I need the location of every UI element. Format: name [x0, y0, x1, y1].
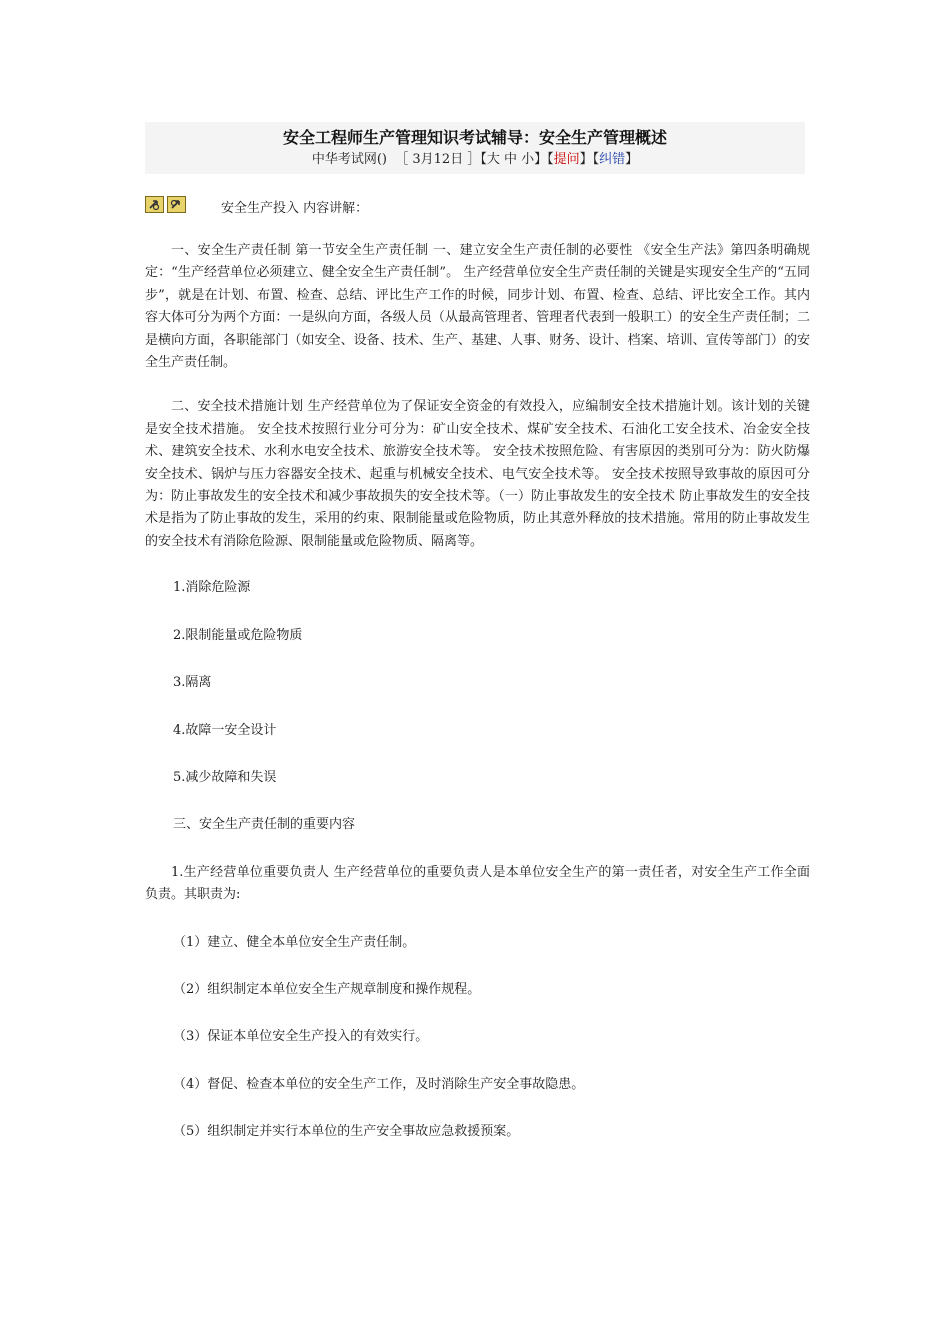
intro-text: 安全生产投入 内容讲解： [221, 201, 369, 216]
duty-item: （2）组织制定本单位安全生产规章制度和操作规程。 [173, 981, 481, 997]
spacer [145, 789, 810, 814]
article-title: 安全工程师生产管理知识考试辅导：安全生产管理概述 [282, 128, 667, 147]
ask-link[interactable]: 提问 [553, 152, 580, 167]
right-arrow-icon[interactable] [167, 196, 186, 213]
list-item: 5.减少故障和失误 [173, 769, 277, 785]
spacer [145, 1001, 810, 1026]
spacer [145, 374, 810, 396]
left-arrow-icon[interactable] [145, 196, 164, 213]
spacer [145, 1049, 810, 1074]
spacer [145, 742, 810, 767]
article-meta: 中华考试网() ［ 3月12日 ］【大 中 小】【提问】【纠错】 [311, 152, 639, 167]
duty-item: （5）组织制定并实行本单位的生产安全事故应急救援预案。 [173, 1124, 520, 1140]
section-3-paragraph: 1.生产经营单位重要负责人 生产经营单位的重要负责人是本单位安全生产的第一责任者，对安全生产工作全面负责。其职责为: [145, 864, 810, 903]
spacer [145, 600, 810, 625]
spacer [145, 954, 810, 979]
duty-item: （1）建立、健全本单位安全生产责任制。 [173, 934, 416, 950]
nav-icons [145, 196, 186, 216]
spacer [145, 553, 810, 577]
duty-item: （4）督促、检查本单位的安全生产工作，及时消除生产安全事故隐患。 [173, 1076, 585, 1092]
spacer [145, 1096, 810, 1121]
section-3-heading: 三、安全生产责任制的重要内容 [173, 817, 356, 833]
section-2-paragraph: 二、安全技术措施计划 生产经营单位为了保证安全资金的有效投入，应编制安全技术措施计划。该计划的关键是安全技术措施。 安全技术按照行业分可分为：矿山安全技术、煤矿安全技术、石油化工安全技术、冶金安全技术、建筑安全技术、水利水电安全技术、旅游安全技术等。 安全技术按照危险、有害原因的类别可分为：防火防爆安全技术、锅炉与压力容器安全技术、起重与机械安全技术、电气安全技术等。 安全技术按照导致事故的原因可分为：防止事故发生的安全技术和减少事故损失的安全技术等。（一）防止事故发生的安全技术 防止事故发生的安全技术是指为了防止事故的发生，采用的约束、限制能量或危险物质，防止其意外释放的技术措施。常用的防止事故发生的安全技术有消除危险源、限制能量或危险物质、隔离等。 [145, 399, 810, 549]
article-body [145, 240, 810, 1144]
spacer [145, 837, 810, 862]
list-item: 4.故障一安全设计 [173, 722, 277, 738]
spacer [145, 695, 810, 720]
font-size-links[interactable]: 【大 中 小】 [480, 152, 548, 167]
section-1-paragraph: 一、安全生产责任制 第一节安全生产责任制 一、建立安全生产责任制的必要性 《安全生产法》第四条明确规定：“生产经营单位必须建立、健全安全生产责任制”。 生产经营单位安全生产责任制的关键是实现安全生产的“五同步”，就是在计划、布置、检查、总结、评比生产工作的时候，同步计划、布置、检查、总结、评比安全工作。其内容大体可分为两个方面：一是纵向方面，各级人员（从最高管理者、管理者代表到一般职工）的安全生产责任制；二是横向方面，各职能部门（如安全、设备、技术、生产、基建、人事、财务、设计、档案、培训、宣传等部门）的安全生产责任制。 [145, 243, 810, 371]
correct-link[interactable]: 纠错 [599, 152, 626, 167]
source-label: 中华考试网() [311, 152, 387, 167]
duty-item: （3）保证本单位安全生产投入的有效实行。 [173, 1029, 429, 1045]
article-header [145, 122, 805, 174]
list-item: 2.限制能量或危险物质 [173, 627, 303, 643]
list-item: 1.消除危险源 [173, 580, 251, 596]
spacer [145, 647, 810, 672]
date-label: ［ 3月12日 ］ [395, 152, 481, 167]
spacer [145, 907, 810, 932]
list-item: 3.隔离 [173, 675, 212, 691]
